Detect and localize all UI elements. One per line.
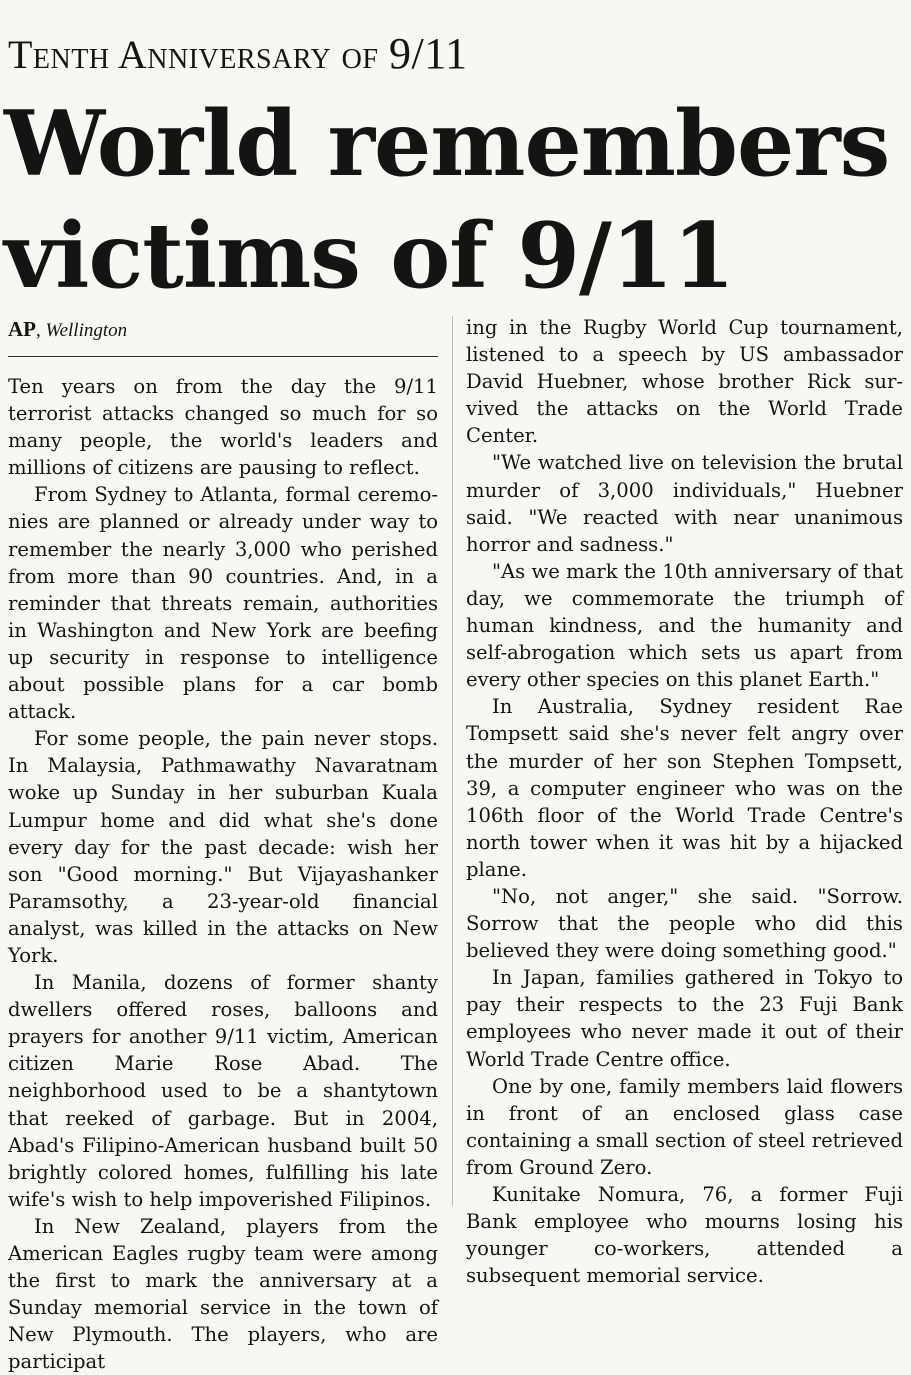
byline-source: AP xyxy=(8,317,36,341)
paragraph: One by one, family members laid flowers in front of an enclosed glass case containing a small section of steel retrieved from Ground Zero. xyxy=(466,1074,903,1179)
byline-place: Wellington xyxy=(45,320,128,341)
kicker-label: Tenth Anniversary of xyxy=(8,32,389,77)
paragraph: Ten years on from the day the 9/11 terrorist attacks changed so much for so many people, the world's leaders and millions of citizens are pausing to reflect. xyxy=(8,375,438,480)
paragraph: "As we mark the 10th anniversary of that day, we commemorate the triumph of human kindness, and the humanity and self-abrogation which sets us apart from every other species on this planet Earth." xyxy=(466,559,903,692)
paragraph: For some people, the pain never stops. In Malaysia, Pathmawathy Navaratnam woke up Sunday in her suburban Kuala Lumpur home and did what she's done every day for the past decade: wish her son "Good morning." But Vijayashanker Paramsothy, a 23-year-old financial analyst, was killed in the attacks on New York. xyxy=(8,727,438,967)
paragraph: In Australia, Sydney resident Rae Tompsett said she's never felt angry over the murder of her son Stephen Tompsett, 39, a computer engineer who was on the 106th floor of the World Trade Centre's north tower when it was hit by a hijacked plane. xyxy=(466,695,903,881)
paragraph: In Manila, dozens of former shanty dwellers offered roses, balloons and prayers for another 9/11 victim, American citizen Marie Rose Abad. The neighborhood used to be a shantytown that reeked of garbage. But in 2004, Abad's Filipino-American husband built 50 brightly colored homes, fulfilling his late wife's wish to help impoverished Filipinos. xyxy=(8,971,438,1211)
paragraph: ing in the Rugby World Cup tournament, listened to a speech by US ambassador David Huebner, whose brother Rick survived the attacks on the World Trade Center. xyxy=(466,316,903,448)
paragraph: From Sydney to Atlanta, formal ceremonies are planned or already under way to remember the nearly 3,000 who perished from more than 90 countries. And, in a reminder that threats remain, authorities in Washington and New York are beefing up security in response to intelligence about possible plans for a car bomb attack. xyxy=(8,483,438,724)
headline xyxy=(4,88,909,312)
paragraph: In Japan, families gathered in Tokyo to pay their respects to the 23 Fuji Bank employees who never made it out of their World Trade Centre office. xyxy=(466,966,903,1071)
column-right xyxy=(466,314,903,1289)
paragraph: Kunitake Nomura, 76, a former Fuji Bank employee who mourns losing his younger co-workers, attended a subsequent memorial service. xyxy=(466,1183,903,1288)
column-left xyxy=(8,314,438,1375)
headline-line-1: World remembers xyxy=(4,91,890,197)
headline-line-2: victims of 9/11 xyxy=(4,203,735,309)
kicker xyxy=(8,30,468,79)
byline: AP, Wellington xyxy=(8,316,438,357)
kicker-date: 9/11 xyxy=(388,29,468,78)
paragraph: In New Zealand, players from the American Eagles rugby team were among the first to mark the anniversary at a Sunday memorial service in the town of New Plymouth. The players, who are participat xyxy=(8,1214,438,1374)
paragraph: "No, not anger," she said. "Sorrow. Sorrow that the people who did this believed they were doing something good." xyxy=(466,884,903,963)
paragraph: "We watched live on television the brutal murder of 3,000 individuals," Huebner said. "We reacted with near unanimous horror and sadness." xyxy=(466,451,903,556)
column-divider xyxy=(452,316,453,1206)
